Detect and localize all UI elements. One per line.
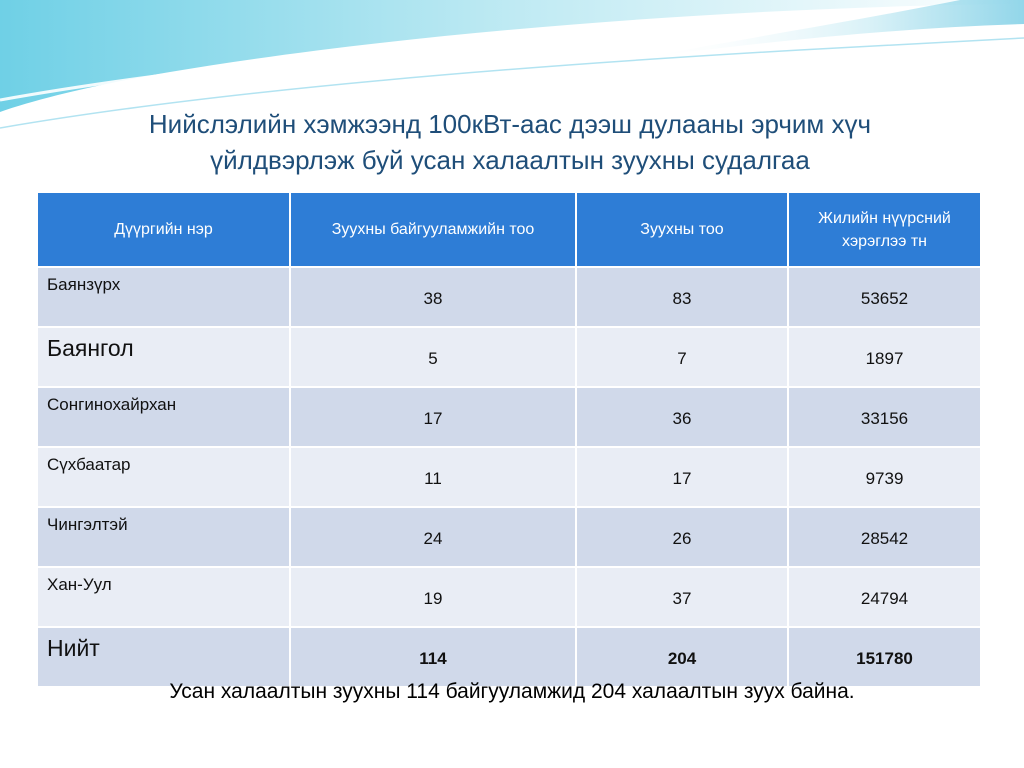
annual-coal: 1897 [788,327,981,387]
table-row [37,387,981,447]
header-annual-coal: Жилийн нүүрсний хэрэглээ тн [788,192,981,267]
facility-count: 11 [290,447,576,507]
annual-coal: 24794 [788,567,981,627]
annual-coal: 28542 [788,507,981,567]
header-facility-count: Зуухны байгууламжийн тоо [290,192,576,267]
header-district: Дүүргийн нэр [37,192,290,267]
table-row [37,447,981,507]
district-name: Баянгол [37,327,290,387]
annual-coal: 9739 [788,447,981,507]
total-annual-coal: 151780 [788,627,981,687]
boiler-count: 36 [576,387,788,447]
total-label: Нийт [37,627,290,687]
table-row [37,267,981,327]
coal-boiler-table [36,191,982,688]
district-name: Чингэлтэй [37,507,290,567]
annual-coal: 53652 [788,267,981,327]
facility-count: 19 [290,567,576,627]
summary-note: Усан халаалтын зуухны 114 байгууламжид 204 халаалтын зуух байна. [169,680,855,703]
boiler-count: 83 [576,267,788,327]
table-row [37,567,981,627]
district-name: Сонгинохайрхан [37,387,290,447]
total-boiler-count: 204 [576,627,788,687]
total-facility-count: 114 [290,627,576,687]
slide-title [60,106,960,178]
slide-title-line-2: үйлдвэрлэж буй усан халаалтын зуухны судалгаа [210,145,810,175]
table-row [37,507,981,567]
table-total-row [37,627,981,687]
district-name: Хан-Уул [37,567,290,627]
table-header-row [37,192,981,267]
district-name: Баянзүрх [37,267,290,327]
table-row [37,327,981,387]
district-name: Сүхбаатар [37,447,290,507]
slide-title-line-1: Нийслэлийн хэмжээнд 100кВт-аас дээш дулааны эрчим хүч [148,109,872,139]
annual-coal: 33156 [788,387,981,447]
boiler-count: 37 [576,567,788,627]
facility-count: 38 [290,267,576,327]
facility-count: 17 [290,387,576,447]
boiler-count: 26 [576,507,788,567]
facility-count: 5 [290,327,576,387]
boiler-count: 7 [576,327,788,387]
facility-count: 24 [290,507,576,567]
header-boiler-count: Зуухны тоо [576,192,788,267]
boiler-count: 17 [576,447,788,507]
